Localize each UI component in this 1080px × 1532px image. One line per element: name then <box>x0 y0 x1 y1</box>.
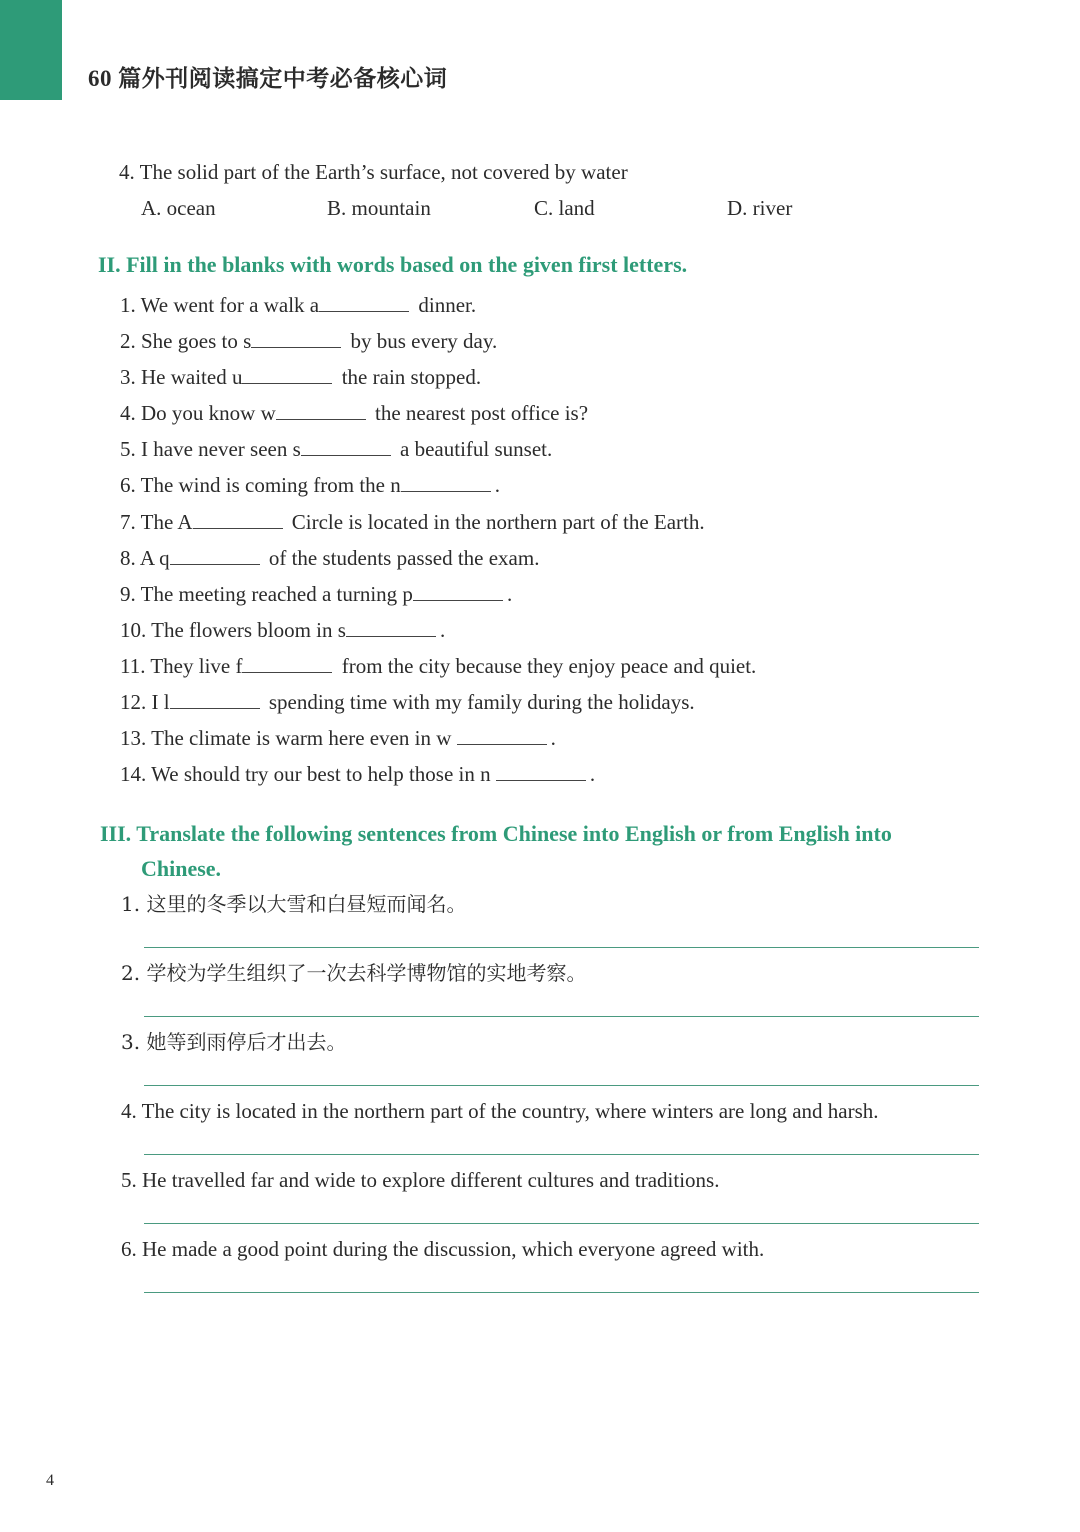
answer-blank[interactable] <box>301 435 391 456</box>
answer-line[interactable] <box>144 947 979 948</box>
fill-item: 5. I have never seen s a beautiful sunset. <box>120 437 553 462</box>
fill-item: 3. He waited u the rain stopped. <box>120 365 482 390</box>
answer-line[interactable] <box>144 1154 979 1155</box>
answer-blank[interactable] <box>276 399 366 420</box>
answer-blank[interactable] <box>242 652 332 673</box>
fill-item: 4. Do you know w the nearest post office is? <box>120 401 589 426</box>
book-title: 60 篇外刊阅读搞定中考必备核心词 <box>88 66 448 91</box>
translation-item: 2. 学校为学生组织了一次去科学博物馆的实地考察。 <box>121 959 981 1028</box>
fill-item: 12. I l spending time with my family during the holidays. <box>120 690 695 715</box>
option-d: D. river <box>727 196 793 220</box>
option-b: B. mountain <box>327 196 431 220</box>
translation-item: 1. 这里的冬季以大雪和白昼短而闻名。 <box>121 890 981 959</box>
answer-line[interactable] <box>144 1292 979 1293</box>
fill-item: 8. A q of the students passed the exam. <box>120 545 540 570</box>
fill-item: 6. The wind is coming from the n . <box>120 473 500 498</box>
answer-line[interactable] <box>144 1016 979 1017</box>
answer-blank[interactable] <box>170 544 260 565</box>
answer-blank[interactable] <box>346 616 436 637</box>
answer-line[interactable] <box>144 1223 979 1224</box>
fill-item: 9. The meeting reached a turning p . <box>120 581 513 606</box>
option-c: C. land <box>534 196 595 220</box>
translation-item: 5. He travelled far and wide to explore different cultures and traditions. <box>121 1166 981 1235</box>
translation-item: 6. He made a good point during the discussion, which everyone agreed with. <box>121 1235 981 1304</box>
fill-item: 2. She goes to s by bus every day. <box>120 329 498 354</box>
question-4: 4. The solid part of the Earth’s surface, not covered by water <box>119 160 628 184</box>
translation-item: 4. The city is located in the northern part of the country, where winters are long and harsh. <box>121 1097 981 1166</box>
answer-line[interactable] <box>144 1085 979 1086</box>
answer-blank[interactable] <box>319 291 409 312</box>
answer-blank[interactable] <box>170 688 260 709</box>
answer-blank[interactable] <box>496 760 586 781</box>
fill-item: 1. We went for a walk a dinner. <box>120 293 477 317</box>
fill-item: 14. We should try our best to help those in n . <box>120 762 596 787</box>
fill-blank-list <box>120 291 756 796</box>
fill-item: 7. The A Circle is located in the northern part of the Earth. <box>120 509 705 534</box>
fill-item: 10. The flowers bloom in s . <box>120 617 446 642</box>
fill-item: 11. They live f from the city because they enjoy peace and quiet. <box>120 653 757 678</box>
answer-blank[interactable] <box>242 363 332 384</box>
option-a: A. ocean <box>141 196 216 220</box>
section-2-heading: II. Fill in the blanks with words based on the given first letters. <box>98 252 688 277</box>
answer-blank[interactable] <box>457 724 547 745</box>
answer-blank[interactable] <box>193 508 283 529</box>
answer-blank[interactable] <box>251 327 341 348</box>
answer-blank[interactable] <box>401 471 491 492</box>
translation-item: 3. 她等到雨停后才出去。 <box>121 1028 981 1097</box>
page-number: 4 <box>46 1472 54 1489</box>
header-color-tab <box>0 0 62 100</box>
fill-item: 13. The climate is warm here even in w . <box>120 726 556 751</box>
answer-blank[interactable] <box>413 580 503 601</box>
translation-list <box>121 890 981 1304</box>
section-3-heading: III. Translate the following sentences from Chinese into English or from English into Chinese. <box>100 821 892 881</box>
